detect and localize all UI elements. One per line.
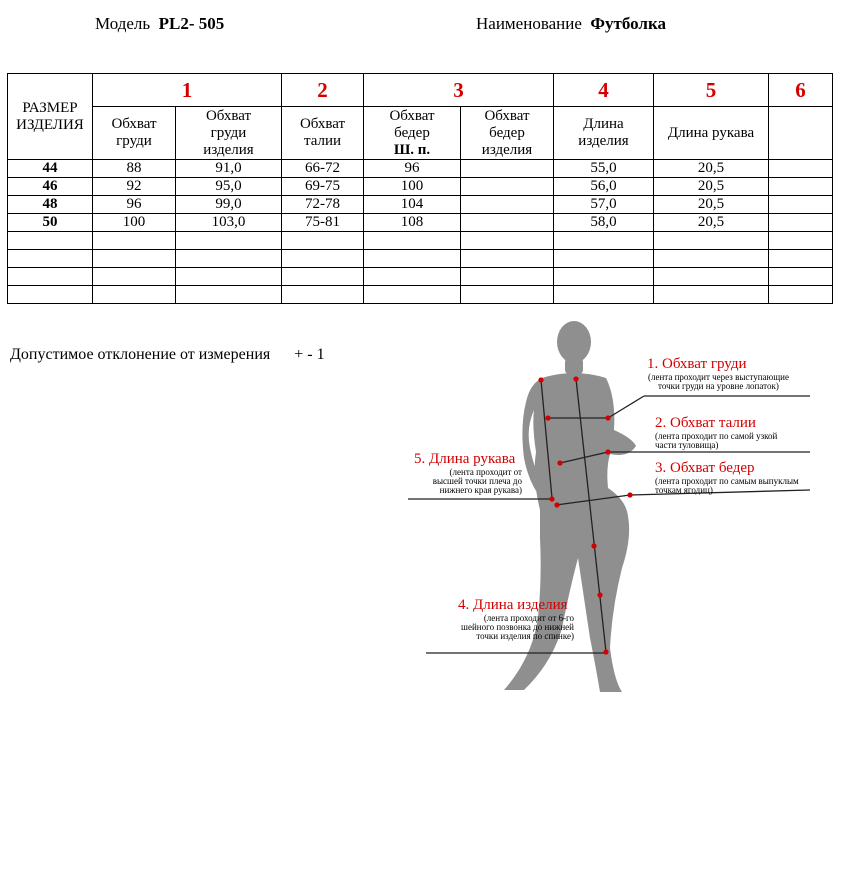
name-value: Футболка xyxy=(590,14,667,33)
measurement-figure xyxy=(400,318,840,698)
label-hips-title: 3. Обхват бедер xyxy=(655,460,755,476)
table-cell xyxy=(769,196,833,214)
group-number: 5 xyxy=(654,74,769,107)
table-cell xyxy=(176,232,282,250)
table-cell: 96 xyxy=(364,160,461,178)
column-header-line: изделия xyxy=(203,141,254,158)
label-length-desc: шейного позвонка до нижней xyxy=(461,622,574,632)
label-sleeve-desc: нижнего края рукава) xyxy=(439,485,522,495)
table-cell xyxy=(769,286,833,304)
table-cell: 58,0 xyxy=(554,214,654,232)
table-cell: 96 xyxy=(93,196,176,214)
tolerance-text: Допустимое отклонение от измерения xyxy=(10,346,271,363)
label-sleeve xyxy=(414,451,522,495)
group-number: 4 xyxy=(554,74,654,107)
table-cell: 69-75 xyxy=(282,178,364,196)
table-cell xyxy=(461,214,554,232)
table-cell xyxy=(769,232,833,250)
table-cell xyxy=(769,178,833,196)
column-label-row xyxy=(8,107,833,160)
size-cell: 44 xyxy=(8,160,93,178)
label-sleeve-desc: высшей точки плеча до xyxy=(432,476,522,486)
model-header xyxy=(95,14,224,34)
label-length-title: 4. Длина изделия xyxy=(458,597,568,613)
table-cell xyxy=(654,286,769,304)
size-cell xyxy=(8,232,93,250)
column-header xyxy=(282,107,364,160)
table-cell xyxy=(364,286,461,304)
table-cell xyxy=(364,250,461,268)
table-cell: 108 xyxy=(364,214,461,232)
column-header-line: Длина xyxy=(583,116,624,132)
label-waist-title: 2. Обхват талии xyxy=(655,415,756,431)
table-cell xyxy=(554,250,654,268)
label-sleeve-desc: (лента проходит от xyxy=(449,467,522,477)
table-row xyxy=(8,232,833,250)
column-header xyxy=(769,107,833,160)
size-cell xyxy=(8,286,93,304)
column-header-line: изделия xyxy=(481,141,533,158)
column-header-line: груди xyxy=(210,124,247,141)
table-cell: 100 xyxy=(93,214,176,232)
table-body xyxy=(8,160,833,304)
column-header-line: бедер xyxy=(394,124,430,141)
column-header xyxy=(461,107,554,160)
table-cell xyxy=(93,232,176,250)
column-header-line: груди xyxy=(116,133,152,149)
table-cell xyxy=(461,232,554,250)
tolerance-value: + - 1 xyxy=(294,346,325,363)
label-waist xyxy=(655,415,778,450)
label-chest-desc: (лента проходит через выступающие xyxy=(648,372,789,382)
column-header-line: бедер xyxy=(489,124,525,141)
table-cell xyxy=(461,250,554,268)
column-header-line: Ш. п. xyxy=(393,141,431,158)
table-cell: 99,0 xyxy=(176,196,282,214)
group-number: 6 xyxy=(769,74,833,107)
table-cell xyxy=(654,268,769,286)
table-row xyxy=(8,286,833,304)
label-hips-desc: точкам ягодиц) xyxy=(655,485,713,495)
table-cell xyxy=(654,232,769,250)
table-cell: 66-72 xyxy=(282,160,364,178)
group-number: 2 xyxy=(282,74,364,107)
column-header xyxy=(654,107,769,160)
column-header-line: Обхват xyxy=(111,116,157,132)
table-cell: 57,0 xyxy=(554,196,654,214)
table-cell: 91,0 xyxy=(176,160,282,178)
column-header-line: талии xyxy=(303,133,342,149)
label-chest xyxy=(647,356,789,391)
column-header-line: Обхват xyxy=(299,116,346,132)
size-header-line: ИЗДЕЛИЯ xyxy=(16,116,84,133)
label-hips xyxy=(655,460,799,495)
table-cell: 20,5 xyxy=(654,160,769,178)
size-cell: 50 xyxy=(8,214,93,232)
table-cell xyxy=(461,286,554,304)
label-sleeve-title: 5. Длина рукава xyxy=(414,451,516,467)
table-cell xyxy=(554,268,654,286)
table-cell xyxy=(282,250,364,268)
size-cell xyxy=(8,250,93,268)
label-chest-desc: точки груди на уровне лопаток) xyxy=(658,381,779,391)
table-row xyxy=(8,214,833,232)
column-header-line: Длина рукава xyxy=(667,124,755,141)
table-row xyxy=(8,250,833,268)
label-hips-desc: (лента проходит по самым выпуклым xyxy=(655,476,799,486)
table-cell xyxy=(282,286,364,304)
group-number: 3 xyxy=(364,74,554,107)
column-header-line: Обхват xyxy=(205,107,252,124)
name-header xyxy=(476,14,666,34)
table-cell xyxy=(461,178,554,196)
table-cell xyxy=(364,232,461,250)
column-header-line: Обхват xyxy=(389,107,435,124)
model-value: PL2- 505 xyxy=(158,14,225,33)
table-cell: 20,5 xyxy=(654,178,769,196)
column-header xyxy=(176,107,282,160)
table-cell: 75-81 xyxy=(282,214,364,232)
size-table xyxy=(7,73,833,304)
size-cell: 46 xyxy=(8,178,93,196)
table-cell xyxy=(176,286,282,304)
table-cell xyxy=(282,268,364,286)
size-cell: 48 xyxy=(8,196,93,214)
table-cell xyxy=(93,268,176,286)
group-number-row xyxy=(8,74,833,107)
table-cell xyxy=(176,250,282,268)
table-cell xyxy=(93,250,176,268)
table-cell xyxy=(769,160,833,178)
table-row xyxy=(8,268,833,286)
table-cell xyxy=(176,268,282,286)
table-cell: 20,5 xyxy=(654,196,769,214)
table-cell xyxy=(364,268,461,286)
table-cell: 55,0 xyxy=(554,160,654,178)
table-cell: 88 xyxy=(93,160,176,178)
table-cell xyxy=(554,232,654,250)
table-cell: 103,0 xyxy=(176,214,282,232)
table-cell: 20,5 xyxy=(654,214,769,232)
size-header-cell xyxy=(8,74,93,160)
table-cell: 100 xyxy=(364,178,461,196)
size-header-line: РАЗМЕР xyxy=(22,99,78,116)
table-row xyxy=(8,160,833,178)
table-cell: 95,0 xyxy=(176,178,282,196)
table-cell xyxy=(461,160,554,178)
label-waist-desc: части туловища) xyxy=(655,440,719,450)
column-header xyxy=(554,107,654,160)
table-cell xyxy=(461,196,554,214)
table-row xyxy=(8,196,833,214)
model-label: Модель xyxy=(95,14,151,33)
label-length-desc: (лента проходит от 6-го xyxy=(483,613,574,623)
table-cell xyxy=(769,250,833,268)
column-header xyxy=(93,107,176,160)
label-length-desc: точки изделия по спинке) xyxy=(476,631,574,641)
size-cell xyxy=(8,268,93,286)
label-length xyxy=(458,597,574,641)
table-cell xyxy=(282,232,364,250)
table-cell xyxy=(769,268,833,286)
table-cell: 92 xyxy=(93,178,176,196)
label-waist-desc: (лента проходит по самой узкой xyxy=(655,431,778,441)
table-cell: 104 xyxy=(364,196,461,214)
column-header-line: Обхват xyxy=(484,107,530,124)
table-cell xyxy=(93,286,176,304)
table-cell xyxy=(461,268,554,286)
table-cell xyxy=(769,214,833,232)
name-label: Наименование xyxy=(476,14,582,33)
table-cell xyxy=(654,250,769,268)
label-chest-title: 1. Обхват груди xyxy=(647,356,747,372)
column-header-line: изделия xyxy=(578,133,629,149)
table-row xyxy=(8,178,833,196)
group-number: 1 xyxy=(93,74,282,107)
table-cell: 56,0 xyxy=(554,178,654,196)
tolerance-note xyxy=(10,346,325,364)
column-header xyxy=(364,107,461,160)
table-cell: 72-78 xyxy=(282,196,364,214)
table-cell xyxy=(554,286,654,304)
